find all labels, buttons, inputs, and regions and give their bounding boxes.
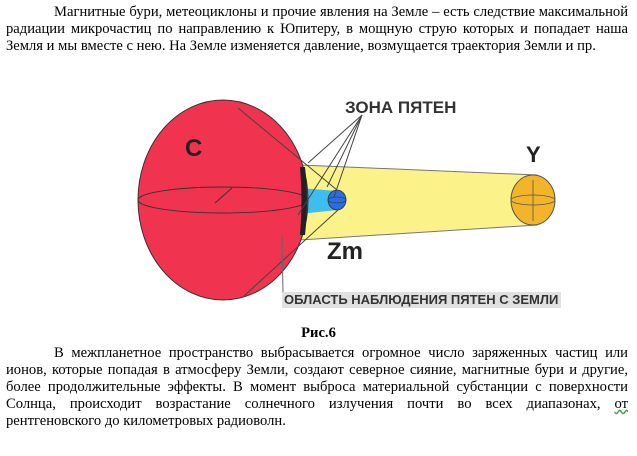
earth-circle xyxy=(328,190,346,210)
jupiter-label: Y xyxy=(526,142,541,167)
paragraph-main: В межпланетное пространство выбрасывается огромное число заряженных частиц или ионов, которые попадая в атмосферу Земли, создают северное сияние, магнитные бури и другие, более продолжительные эффекты. В момент выброса материальной субстанции с поверхности Солнца, происходит возрастание солнечного излучения почти во всех диапазонах, от рентгеновского до километровых радиоволн. xyxy=(6,345,628,429)
underlined-word: от xyxy=(614,396,628,412)
figure-caption: Рис.6 xyxy=(301,325,336,341)
sun-label: С xyxy=(185,135,203,162)
observation-area-label: ОБЛАСТЬ НАБЛЮДЕНИЯ ПЯТЕН С ЗЕМЛИ xyxy=(284,292,559,307)
earth-label: Zm xyxy=(327,238,363,265)
spot-zone-label: ЗОНА ПЯТЕН xyxy=(345,98,457,117)
sun-jupiter-diagram xyxy=(0,85,637,320)
paragraph-intro: Магнитные бури, метеоциклоны и прочие явления на Земле – есть следствие максимальной радиации микрочастиц по направлению к Юпитеру, в мощную струю которых и попадает наша Земля и мы вместе с нею. На Земле изменяется давление, возмущается траектория Земли и пр. xyxy=(6,4,628,54)
